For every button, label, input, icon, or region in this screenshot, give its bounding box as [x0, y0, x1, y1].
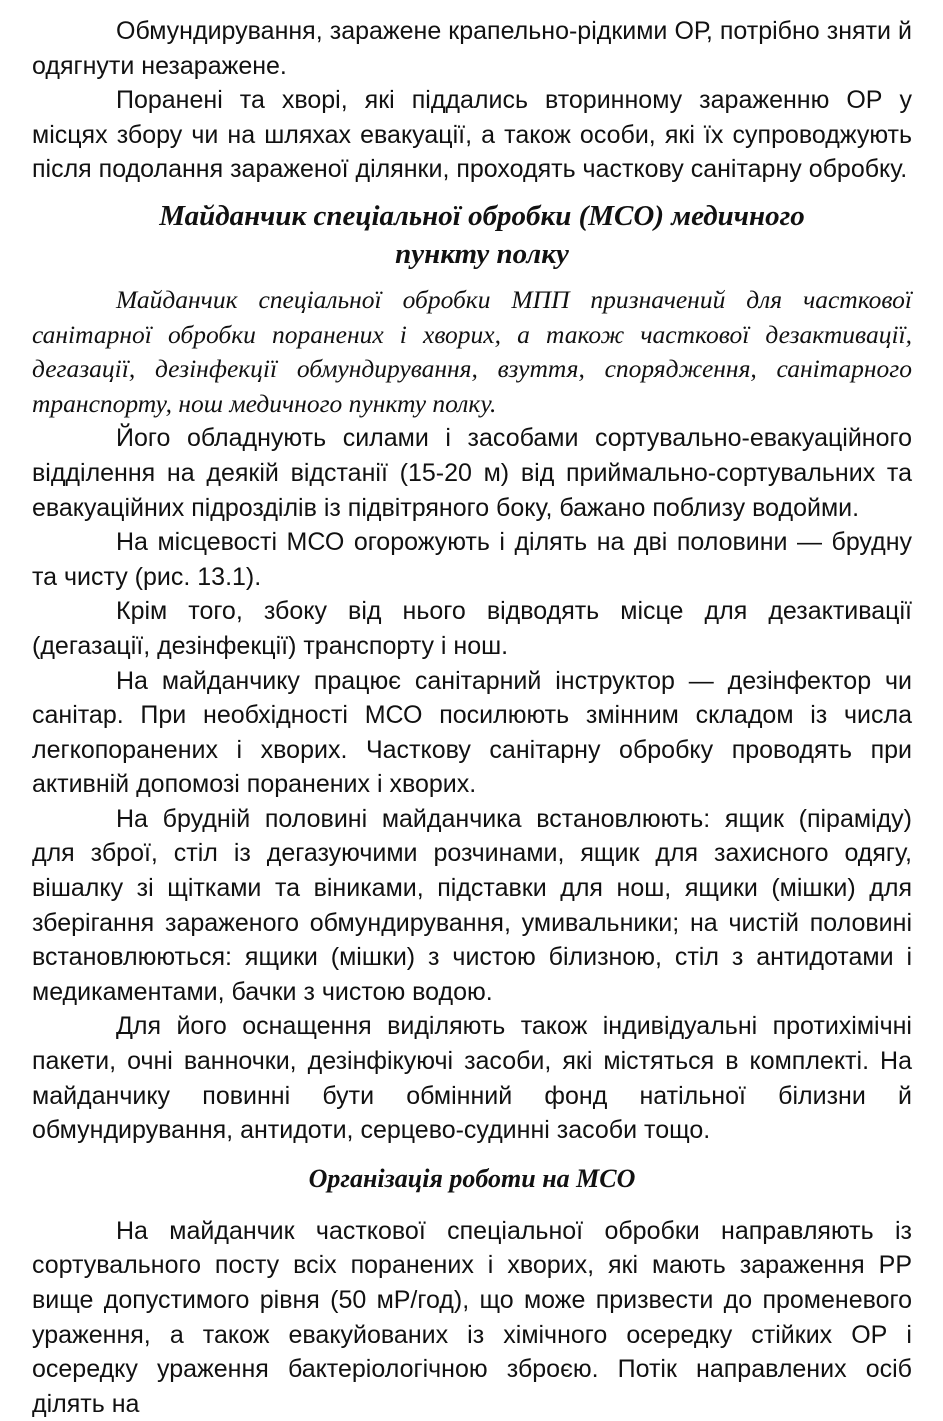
section-heading-line-1: Майданчик спеціальної обробки (МСО) медичного [159, 199, 805, 232]
paragraph-organization: На майданчик часткової спеціальної обробки направляють із сортувального посту всіх поранених і хворих, які мають зараження РР вище допустимого рівня (50 мР/год), що може призвести до променевого ураження, а також евакуйованих із хімічного осередку стійких ОР і осередку ураження бактеріологічною зброєю. Потік направлених осіб ділять на [32, 1216, 912, 1418]
section-heading-line-2: пункту полку [395, 237, 569, 270]
paragraph-transport-area: Крім того, збоку від нього відводять місце для дезактивації (дегазації, дезінфекції) транспорту і нош. [32, 597, 912, 660]
paragraph-halves: На місцевості МСО огорожують і ділять на дві половини — брудну та чисту (рис. 13.1). [32, 528, 912, 591]
paragraph-undress: Обмундирування, заражене крапельно-рідкими ОР, потрібно зняти й одягнути незаражене. [32, 17, 912, 80]
paragraph-dirty-clean-halves: На брудній половині майданчика встановлюють: ящик (піраміду) для зброї, стіл із дегазуючими розчинами, ящик для захисного одягу, вішалку зі щітками та віниками, підставки для нош, ящики (мішки) для зберігання зараженого обмундирування, умивальники; на чистій половині встановлюються: ящики (мішки) з чистою білизною, стіл з антидотами і медикаментами, бачки з чистою водою. [32, 804, 912, 1006]
paragraph-supplies: Для його оснащення виділяють також індивідуальні протихімічні пакети, очні ванночки, дезінфікуючі засоби, які містяться в комплекті. На майданчику повинні бути обмінний фонд натільної білизни й обмундирування, антидоти, серцево-судинні засоби тощо. [32, 1012, 912, 1145]
paragraph-secondary-contamination: Поранені та хворі, які піддались вторинному зараженню ОР у місцях збору чи на шляхах евакуації, а також особи, які їх супроводжують після подолання зараженої ділянки, проходять часткову санітарну обробку. [32, 86, 912, 184]
paragraph-staff: На майданчику працює санітарний інструктор — дезінфектор чи санітар. При необхідності МСО посилюють змінним складом із числа легкопоранених і хворих. Часткову санітарну обробку проводять при активній допомозі поранених і хворих. [32, 666, 912, 799]
document-page [32, 14, 912, 1421]
paragraph-equipment-location: Його обладнують силами і засобами сортувально-евакуаційного відділення на деякій відстанії (15-20 м) від приймально-сортувальних та евакуаційних підрозділів із підвітряного боку, бажано поблизу водойми. [32, 424, 912, 522]
section-heading [32, 197, 912, 273]
paragraph-purpose: Майданчик спеціальної обробки МПП призначений для часткової санітарної обробки поранених і хворих, а також часткової дезактивації, дегазації, дезінфекції обмундирування, взуття, спорядження, санітарного транспорту, нош медичного пункту полку. [32, 284, 912, 418]
subsection-heading: Організація роботи на МСО [308, 1163, 636, 1193]
